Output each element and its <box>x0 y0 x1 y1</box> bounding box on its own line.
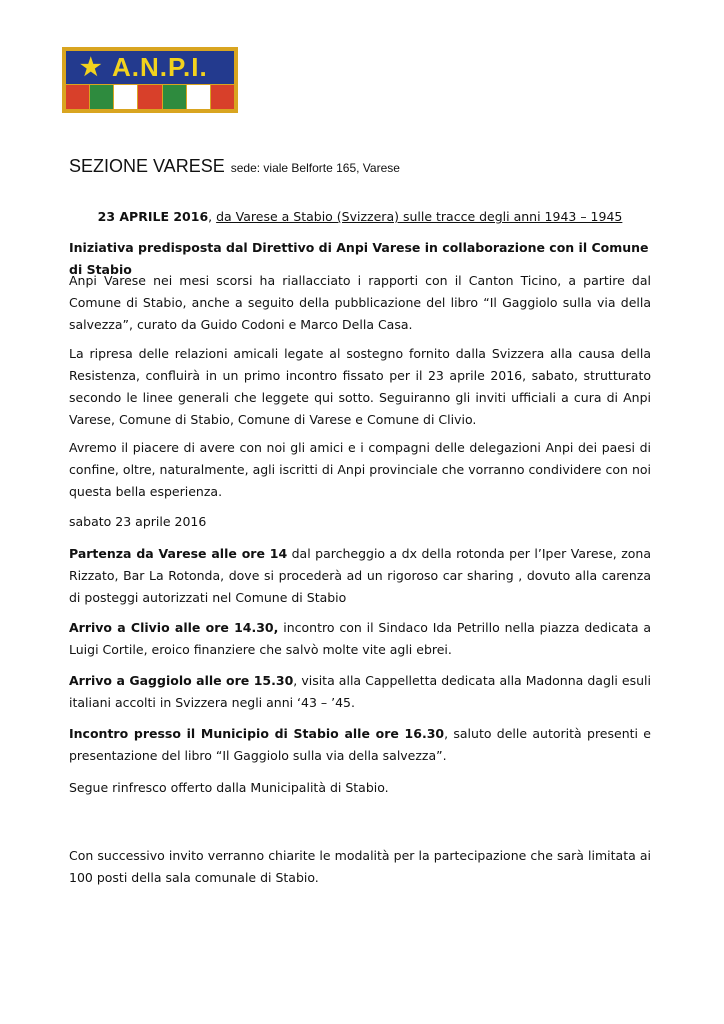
logo-flag-stripes <box>66 85 234 109</box>
flag-stripe-green <box>163 85 186 109</box>
paragraph-3 <box>69 437 651 503</box>
intro-bold: Iniziativa predisposta dal Direttivo di Anpi Varese in collaborazione con il Comune di Stabio <box>69 240 649 277</box>
heading-separator: , <box>208 209 217 224</box>
logo-banner <box>66 51 234 84</box>
refreshment-text: Segue rinfresco offerto dalla Municipalità di Stabio. <box>69 780 389 795</box>
schedule-item-stabio <box>69 723 651 767</box>
schedule-item-clivio <box>69 617 651 661</box>
schedule-text: incontro con il Sindaco Ida Petrillo nella piazza dedicata a Luigi Cortile, eroico finanziere che salvò molte vite agli ebrei. <box>69 620 651 657</box>
refreshment-note <box>69 777 651 799</box>
anpi-logo <box>62 47 238 113</box>
flag-stripe-white <box>114 85 137 109</box>
flag-stripe-red <box>211 85 234 109</box>
schedule-text: , saluto delle autorità presenti e presentazione del libro “Il Gaggiolo sulla via della salvezza”. <box>69 726 651 763</box>
flag-stripe-green <box>90 85 113 109</box>
event-heading <box>69 206 651 228</box>
event-date: 23 APRILE 2016 <box>97 209 209 224</box>
logo-text: A.N.P.I. <box>112 52 208 82</box>
closing-note <box>69 845 651 889</box>
day-label <box>69 511 651 533</box>
paragraph-1 <box>69 270 651 336</box>
event-subtitle: da Varese a Stabio (Svizzera) sulle tracce degli anni 1943 – 1945 <box>216 209 623 224</box>
schedule-item-gaggiolo <box>69 670 651 714</box>
section-title <box>69 156 400 177</box>
section-address: sede: viale Belforte 165, Varese <box>230 161 400 175</box>
schedule-text: , visita alla Cappelletta dedicata alla Madonna dagli esuli italiani accolti in Svizzera negli anni ‘43 – ’45. <box>69 673 651 710</box>
paragraph-text: Avremo il piacere di avere con noi gli amici e i compagni delle delegazioni Anpi dei paesi di confine, oltre, naturalmente, agli iscritti di Anpi provinciale che vorranno condividere con noi questa bella esperienza. <box>69 440 651 499</box>
flag-stripe-red <box>138 85 161 109</box>
flag-stripe-white <box>187 85 210 109</box>
star-icon: ★ <box>80 54 103 81</box>
section-name: SEZIONE VARESE <box>69 156 225 176</box>
paragraph-text: Anpi Varese nei mesi scorsi ha riallacciato i rapporti con il Canton Ticino, a partire dal Comune di Stabio, anche a seguito della pubblicazione del libro “Il Gaggiolo sulla via della salvezza”, curato da Guido Codoni e Marco Della Casa. <box>69 273 651 332</box>
closing-text: Con successivo invito verranno chiarite le modalità per la partecipazione che sarà limitata ai 100 posti della sala comunale di Stabio. <box>69 848 651 885</box>
schedule-bold: Incontro presso il Municipio di Stabio alle ore 16.30 <box>69 726 445 741</box>
schedule-item-departure <box>69 543 651 609</box>
schedule-bold: Partenza da Varese alle ore 14 <box>69 546 288 561</box>
schedule-bold: Arrivo a Clivio alle ore 14.30, <box>69 620 279 635</box>
schedule-text: dal parcheggio a dx della rotonda per l’Iper Varese, zona Rizzato, Bar La Rotonda, dove si procederà ad un rigoroso car sharing , dovuto alla carenza di posteggi autorizzati nel Comune di Stabio <box>69 546 651 605</box>
paragraph-2 <box>69 343 651 431</box>
paragraph-text: La ripresa delle relazioni amicali legate al sostegno fornito dalla Svizzera alla causa della Resistenza, confluirà in un primo incontro fissato per il 23 aprile 2016, sabato, strutturato secondo le linee generali che leggete qui sotto. Seguiranno gli inviti ufficiali a cura di Anpi Varese, Comune di Stabio, Comune di Varese e Comune di Clivio. <box>69 346 651 427</box>
flag-stripe-red <box>66 85 89 109</box>
schedule-bold: Arrivo a Gaggiolo alle ore 15.30 <box>69 673 294 688</box>
day-text: sabato 23 aprile 2016 <box>69 514 207 529</box>
